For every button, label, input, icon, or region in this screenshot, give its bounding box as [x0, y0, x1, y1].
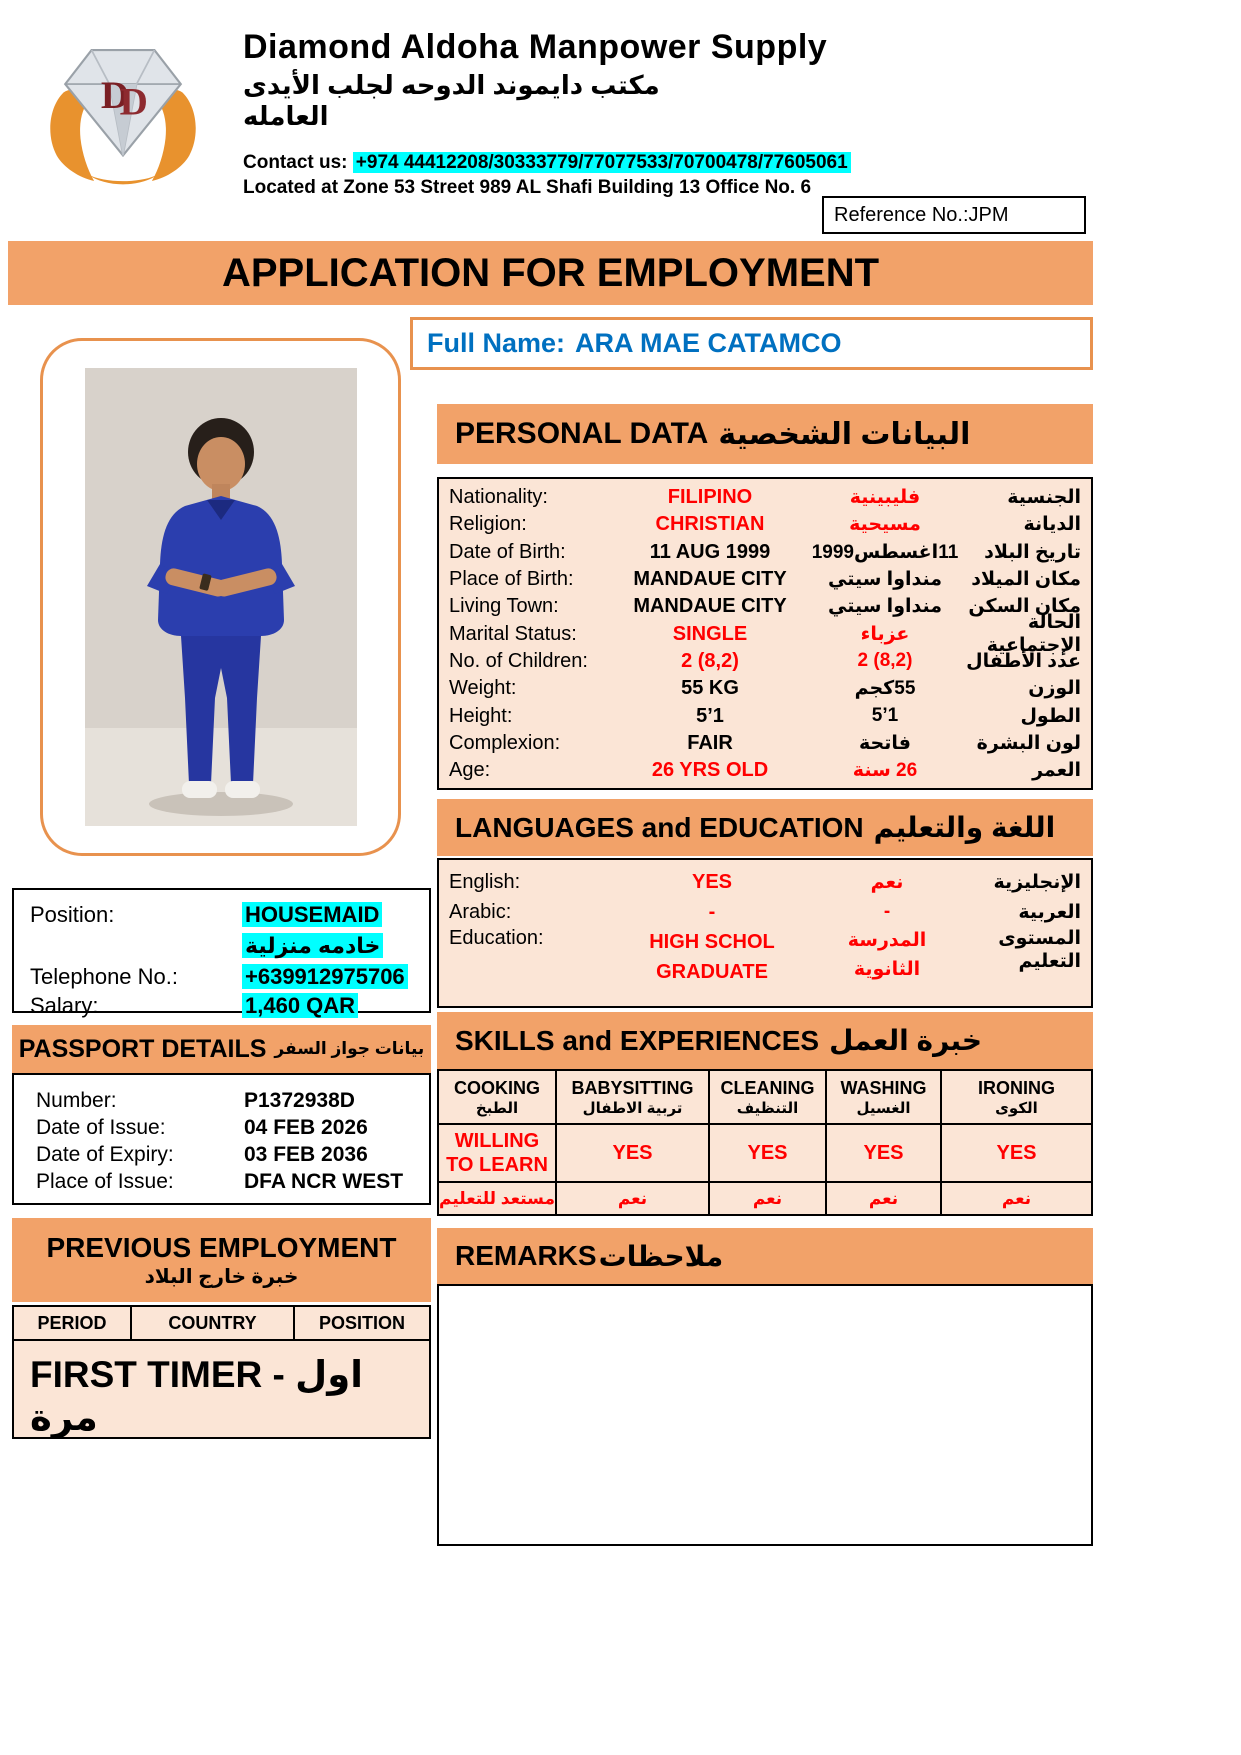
personal-label-ar: الطول: [1020, 705, 1081, 727]
contact-numbers: +974 44412208/30333779/77077533/70700478/77605061: [353, 152, 851, 173]
personal-label-ar: الديانة: [1023, 514, 1081, 536]
remarks-heading: [437, 1228, 1093, 1284]
remarks-heading-ar: ملاحظات: [598, 1240, 724, 1272]
skill-value: YES: [710, 1125, 827, 1183]
passport-value: 04 FEB 2026: [244, 1115, 368, 1139]
personal-value: 2 (8,2): [681, 649, 739, 672]
telephone-value: +639912975706: [242, 964, 429, 990]
applicant-photo: [40, 338, 401, 856]
personal-data-table: [437, 477, 1093, 790]
languages-heading-en: LANGUAGES and EDUCATION: [455, 811, 864, 843]
personal-label-ar: عدد الأطفال: [966, 650, 1081, 672]
passport-heading-en: PASSPORT DETAILS: [18, 1034, 267, 1063]
education-value: HIGH SCHOL GRADUATE: [649, 931, 775, 983]
personal-label: Living Town:: [449, 595, 559, 618]
passport-details-heading: [12, 1025, 431, 1073]
personal-value: FILIPINO: [667, 486, 753, 509]
personal-label-ar: مكان الميلاد: [971, 569, 1081, 591]
education-label: Education:: [449, 927, 544, 949]
personal-value: SINGLE: [672, 622, 748, 645]
personal-label-ar: العمر: [1032, 760, 1081, 782]
personal-label: Place of Birth:: [449, 568, 574, 591]
personal-label-ar: الجنسية: [1007, 487, 1081, 509]
passport-label: Date of Issue:: [36, 1115, 166, 1139]
skill-value-ar: مستعد للتعليم: [439, 1183, 557, 1214]
personal-data-heading: [437, 404, 1093, 464]
personal-value: 55 KG: [681, 677, 739, 700]
passport-label: Place of Issue:: [36, 1169, 174, 1193]
skill-value: WILLING TO LEARN: [439, 1125, 557, 1183]
personal-value-ar: 5’1: [871, 705, 899, 727]
personal-data-heading-ar: البيانات الشخصية: [718, 417, 971, 451]
applicant-photo-image: [85, 368, 357, 826]
personal-value: CHRISTIAN: [655, 513, 765, 536]
personal-label: Height:: [449, 704, 513, 727]
diamond-hands-icon: [38, 26, 208, 188]
personal-value: FAIR: [687, 731, 733, 754]
previous-employment-heading-ar: خبرة خارج البلاد: [144, 1265, 299, 1288]
personal-label-ar: تاريخ البلاد: [984, 541, 1081, 563]
personal-value-ar: 55كجم: [854, 678, 916, 700]
address-line: Located at Zone 53 Street 989 AL Shafi Building 13 Office No. 6: [243, 177, 812, 198]
passport-details-table: [12, 1073, 431, 1205]
previous-employment-heading: [12, 1218, 431, 1302]
passport-value: 03 FEB 2036: [244, 1142, 368, 1166]
skills-heading-en: SKILLS and EXPERIENCES: [455, 1024, 820, 1056]
passport-label: Number:: [36, 1088, 117, 1112]
personal-data-heading-en: PERSONAL DATA: [455, 417, 709, 450]
personal-value: 11 AUG 1999: [649, 540, 771, 563]
company-logo: [38, 26, 208, 190]
personal-value-ar: 11اغسطس1999: [811, 541, 959, 563]
language-label: English:: [449, 870, 521, 893]
svg-text:D: D: [100, 73, 130, 117]
passport-heading-ar: بيانات جواز السفر: [274, 1039, 425, 1058]
skills-heading: [437, 1012, 1093, 1069]
previous-employment-header-row: [14, 1307, 429, 1341]
personal-label: Marital Status:: [449, 622, 577, 645]
language-value-ar: نعم: [870, 871, 904, 893]
position-value: HOUSEMAID: [242, 902, 429, 928]
column-position: POSITION: [295, 1307, 429, 1341]
personal-value: 5’1: [696, 704, 724, 727]
personal-value-ar: عزباء: [860, 623, 910, 645]
personal-label: No. of Children:: [449, 649, 588, 672]
personal-label-ar: الحالة الإجتماعية: [986, 612, 1081, 657]
skill-value-ar: نعم: [1001, 1188, 1032, 1208]
personal-label: Date of Birth:: [449, 540, 566, 563]
skill-value-ar: نعم: [710, 1183, 827, 1214]
full-name-value: ARA MAE CATAMCO: [575, 328, 842, 358]
column-country: COUNTRY: [132, 1307, 295, 1341]
previous-employment-entry: FIRST TIMER - اول مرة: [30, 1354, 363, 1438]
salary-label: Salary:: [30, 993, 99, 1018]
reference-box: Reference No.:JPM: [822, 196, 1086, 234]
language-label-ar: العربية: [1018, 901, 1081, 923]
passport-label: Date of Expiry:: [36, 1142, 174, 1166]
passport-value: P1372938D: [244, 1088, 355, 1112]
skill-value-ar: نعم: [827, 1183, 942, 1214]
skill-value: YES: [557, 1125, 710, 1183]
personal-value-ar: منداوا سيتي: [827, 596, 943, 618]
personal-value: MANDAUE CITY: [633, 595, 787, 618]
personal-value-ar: منداوا سيتي: [827, 569, 943, 591]
remarks-heading-en: REMARKS: [455, 1240, 597, 1271]
previous-employment-heading-en: PREVIOUS EMPLOYMENT: [46, 1231, 397, 1263]
company-name-arabic: مكتب دايموند الدوحه لجلب الأيدى العامله: [243, 70, 660, 131]
salary-value: 1,460 QAR: [242, 993, 429, 1019]
previous-employment-table: [12, 1305, 431, 1439]
language-value: YES: [691, 870, 733, 893]
personal-label: Weight:: [449, 677, 517, 700]
column-period: PERIOD: [14, 1307, 132, 1341]
personal-label-ar: لون البشرة: [976, 732, 1081, 754]
language-value: -: [708, 900, 716, 923]
skill-column-header: COOKING الطبخ: [439, 1071, 557, 1125]
telephone-label: Telephone No.:: [30, 964, 178, 989]
skill-value-ar: نعم: [557, 1183, 710, 1214]
skill-column-header: BABYSITTING تربية الاطفال: [557, 1071, 710, 1125]
skill-value: YES: [942, 1125, 1091, 1183]
personal-value: MANDAUE CITY: [633, 568, 787, 591]
contact-line: [243, 152, 1103, 174]
personal-value-ar: 26 سنة: [852, 760, 918, 782]
skills-heading-ar: خبرة العمل: [829, 1025, 983, 1056]
position-label: Position:: [30, 902, 115, 927]
personal-label-ar: الوزن: [1028, 678, 1081, 700]
skill-column-header: IRONING الكوى: [942, 1071, 1091, 1125]
position-value-ar: خادمه منزلية: [242, 933, 383, 959]
language-label-ar: الإنجليزية: [993, 871, 1081, 893]
remarks-box: [437, 1284, 1093, 1546]
header: [243, 28, 1103, 199]
skills-table: [437, 1069, 1093, 1216]
personal-value-ar: فليبينية: [849, 487, 921, 509]
page-title: APPLICATION FOR EMPLOYMENT: [8, 241, 1093, 305]
full-name-box: [410, 317, 1093, 370]
personal-value-ar: فاتحة: [859, 732, 911, 754]
personal-label: Religion:: [449, 513, 527, 536]
personal-value: 26 YRS OLD: [651, 759, 769, 782]
personal-value-ar: مسيحية: [849, 514, 921, 536]
languages-education-heading: [437, 799, 1093, 856]
svg-text:D: D: [119, 80, 148, 124]
personal-value-ar: 2 (8,2): [857, 650, 913, 672]
full-name-label: Full Name:: [427, 328, 566, 358]
position-info-box: [12, 888, 431, 1018]
personal-label: Complexion:: [449, 731, 561, 754]
skill-value: YES: [827, 1125, 942, 1183]
personal-label: Age:: [449, 759, 491, 782]
languages-education-table: [437, 858, 1093, 1008]
skill-column-header: CLEANING التنظيف: [710, 1071, 827, 1125]
personal-label-ar: مكان السكن: [968, 596, 1081, 618]
education-value-ar: المدرسة الثانوية: [847, 930, 927, 980]
education-label-ar: المستوى التعليم: [998, 928, 1081, 972]
passport-value: DFA NCR WEST: [244, 1169, 404, 1193]
language-label: Arabic:: [449, 900, 512, 923]
personal-label: Nationality:: [449, 486, 548, 509]
languages-heading-ar: اللغة والتعليم: [873, 812, 1056, 843]
contact-label: Contact us:: [243, 152, 348, 173]
language-value-ar: -: [883, 901, 891, 922]
company-name: Diamond Aldoha Manpower Supply: [243, 28, 828, 66]
skill-column-header: WASHING الغسيل: [827, 1071, 942, 1125]
